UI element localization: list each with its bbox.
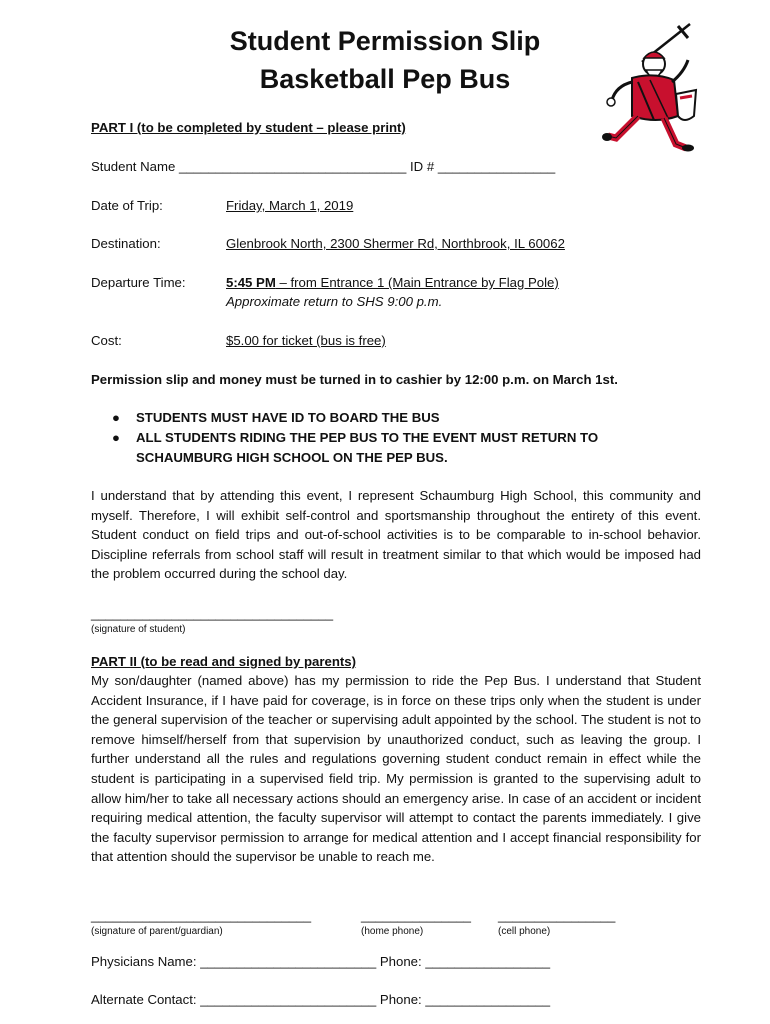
parent-signature-line[interactable]: ______________________________ — [91, 908, 312, 923]
date-of-trip-label: Date of Trip: — [91, 198, 163, 213]
departure-time-bold: 5:45 PM — [226, 275, 276, 290]
date-of-trip-value: Friday, March 1, 2019 — [226, 198, 354, 213]
page-title: Student Permission Slip — [229, 26, 541, 56]
cell-phone-caption: (cell phone) — [498, 926, 551, 937]
student-conduct-paragraph: I understand that by attending this event, I represent Schaumburg High School, this community and myself. Therefore, I will exhibit self-control and sportsmanship throughout the entirety of this event. Student conduct on field trips and out-of-school activities is to be comparable to in-school behavior. Discipline referrals from school staff will result in treatment similar to that which would be imposed had the problem occurred during the school day. — [91, 488, 701, 582]
alternate-contact-field[interactable]: Alternate Contact: ________________________ Phone: _________________ — [91, 992, 551, 1007]
return-time-value: Approximate return to SHS 9:00 p.m. — [226, 294, 443, 309]
cell-phone-line[interactable]: ________________ — [498, 908, 616, 923]
mascot-logo — [602, 20, 700, 152]
cost-label: Cost: — [91, 333, 122, 348]
page-subtitle: Basketball Pep Bus — [259, 64, 511, 94]
bullet-dot-icon: ● — [112, 430, 120, 445]
parent-permission-paragraph: My son/daughter (named above) has my permission to ride the Pep Bus. I understand that Student Accident Insurance, if I have paid for coverage, is in force on these trips only when the student is under the general supervision of the teacher or supervising adult appointed by the school. The student is not to remove himself/herself from that supervision by unauthorized conduct, such as leaving the group. I further understand all the rules and regulations governing student conduct remain in effect while the student is participating in a supervised field trip. My permission is granted to the supervising adult to allow him/her to take all necessary actions should an emergency arise. In case of an accident or incident requiring medical attention, the faculty supervisor will attempt to contact the parents immediately. I give the faculty supervisor permission to arrange for medical attention and I accept financial responsibility for that attention should the supervisor be unable to reach me. — [91, 673, 701, 865]
part1-heading: PART I (to be completed by student – please print) — [91, 120, 406, 135]
departure-time-value — [226, 273, 559, 293]
student-signature-line[interactable]: _________________________________ — [91, 606, 334, 621]
departure-time-label: Departure Time: — [91, 275, 186, 290]
part2-heading: PART II (to be read and signed by parents) — [91, 654, 357, 669]
student-signature-caption: (signature of student) — [91, 624, 186, 635]
destination-label: Destination: — [91, 236, 161, 251]
rules-bullet-list — [110, 408, 670, 468]
bullet-item: ● ALL STUDENTS RIDING THE PEP BUS TO THE EVENT MUST RETURN TO SCHAUMBURG HIGH SCHOOL ON THE PEP BUS. — [112, 430, 599, 465]
student-name-and-id-field[interactable]: Student Name _______________________________ ID # ________________ — [91, 159, 556, 174]
home-phone-line[interactable]: _______________ — [361, 908, 472, 923]
departure-time-detail: – from Entrance 1 (Main Entrance by Flag Pole) — [275, 275, 559, 290]
bullet-dot-icon: ● — [112, 410, 120, 425]
cost-value: $5.00 for ticket (bus is free) — [226, 333, 386, 348]
destination-value: Glenbrook North, 2300 Shermer Rd, Northbrook, IL 60062 — [226, 236, 565, 251]
parent-signature-caption: (signature of parent/guardian) — [91, 926, 223, 937]
home-phone-caption: (home phone) — [361, 926, 424, 937]
physicians-name-field[interactable]: Physicians Name: ________________________ Phone: _________________ — [91, 954, 551, 969]
deadline-notice: Permission slip and money must be turned in to cashier by 12:00 p.m. on March 1st. — [91, 372, 618, 387]
bullet-item: ● STUDENTS MUST HAVE ID TO BOARD THE BUS — [110, 408, 670, 428]
